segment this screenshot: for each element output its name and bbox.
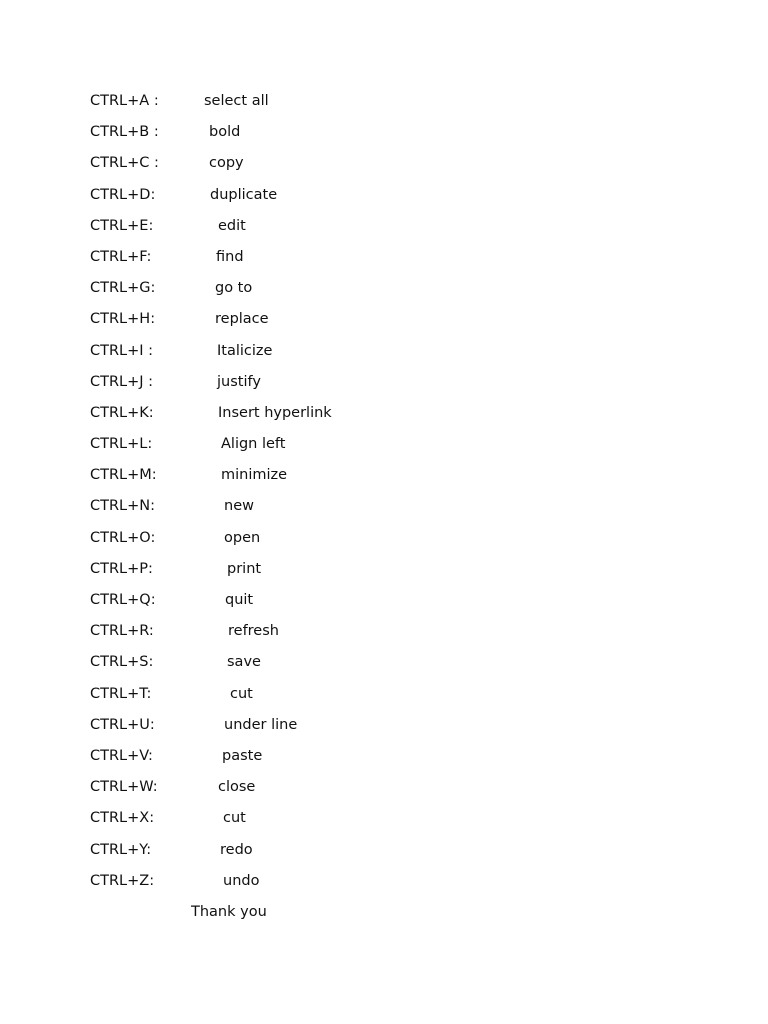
shortcut-action: refresh [228, 623, 279, 640]
shortcut-key: CTRL+E: [90, 217, 154, 234]
shortcut-action: quit [225, 592, 254, 608]
shortcut-key: CTRL+P: [90, 560, 153, 577]
shortcut-action: bold [209, 124, 241, 141]
shortcut-key: CTRL+H: [90, 311, 156, 328]
shortcut-action: save [227, 654, 261, 671]
shortcut-key: CTRL+V: [90, 747, 153, 764]
shortcut-key: CTRL+I : [90, 342, 154, 359]
shortcut-key: CTRL+D: [90, 186, 156, 203]
shortcut-action: new [224, 498, 254, 515]
shortcut-action: undo [223, 872, 260, 889]
shortcut-key: CTRL+Z: [90, 872, 155, 889]
shortcut-key: CTRL+K: [90, 404, 154, 421]
shortcut-action: duplicate [210, 186, 278, 203]
shortcut-action: minimize [221, 467, 288, 484]
shortcut-key: CTRL+R: [90, 623, 154, 640]
shortcut-action: Italicize [217, 342, 273, 359]
shortcut-action: replace [215, 311, 269, 328]
shortcut-key: CTRL+X: [90, 810, 155, 827]
shortcut-key: CTRL+L: [90, 436, 153, 453]
shortcut-key: CTRL+A : [90, 93, 159, 109]
shortcut-action: edit [218, 217, 246, 234]
shortcut-action: redo [220, 841, 253, 858]
shortcut-action: select all [204, 93, 269, 109]
shortcut-key: CTRL+S: [90, 654, 154, 671]
shortcut-key: CTRL+G: [90, 280, 156, 297]
shortcut-key: CTRL+J : [90, 373, 154, 390]
shortcut-key: CTRL+Y: [90, 841, 152, 858]
shortcut-action: open [224, 529, 261, 546]
shortcut-action: go to [215, 280, 253, 297]
shortcut-key: CTRL+B : [90, 124, 159, 141]
shortcut-action: copy [209, 155, 244, 172]
shortcut-key: CTRL+O: [90, 529, 156, 546]
shortcut-key: CTRL+U: [90, 716, 155, 733]
shortcut-key: CTRL+T: [90, 685, 152, 702]
shortcut-action: paste [222, 747, 263, 764]
shortcut-action: cut [230, 685, 253, 702]
shortcut-key: CTRL+Q: [90, 592, 156, 608]
shortcut-key: CTRL+M: [90, 467, 157, 484]
shortcut-action: Align left [221, 436, 286, 453]
shortcut-action: find [216, 248, 244, 265]
shortcut-action: cut [223, 810, 246, 827]
shortcut-key: CTRL+N: [90, 498, 156, 515]
shortcut-key: CTRL+F: [90, 248, 152, 265]
shortcut-action: Insert hyperlink [218, 404, 332, 421]
closing-note: Thank you [191, 904, 267, 920]
shortcut-key: CTRL+W: [90, 779, 158, 796]
shortcut-action: close [218, 779, 256, 796]
shortcut-action: justify [217, 373, 261, 390]
shortcut-action: print [227, 560, 262, 577]
shortcut-action: under line [224, 716, 298, 733]
shortcut-key: CTRL+C : [90, 155, 159, 172]
